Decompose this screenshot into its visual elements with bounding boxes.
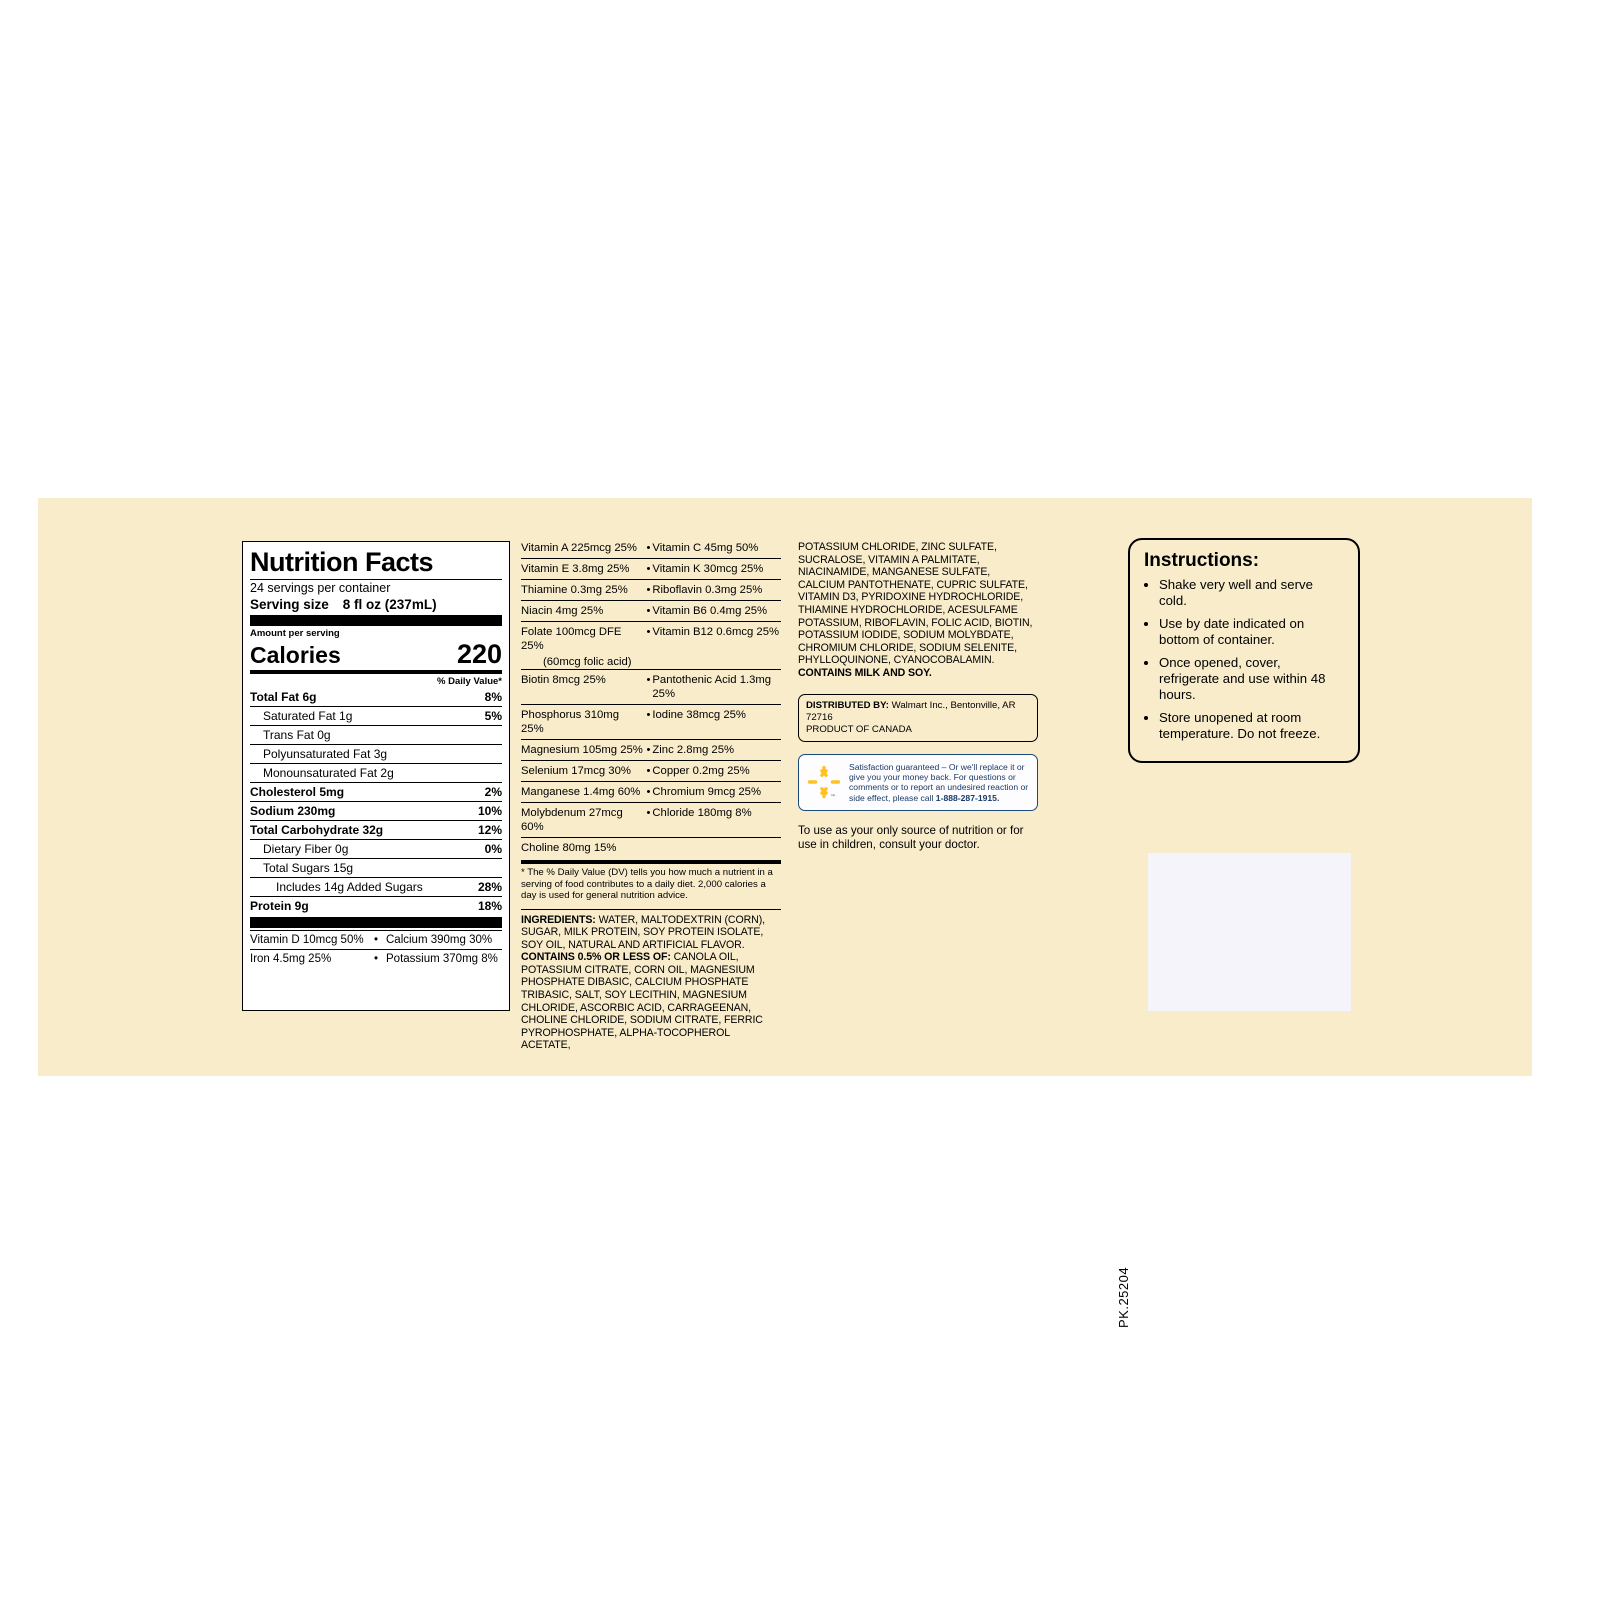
ingredients-body: WATER, MALTODEXTRIN (CORN), SUGAR, MILK PROTEIN, SOY PROTEIN ISOLATE, SOY OIL, NATURAL AND ARTIFICIAL FLAVOR. [521, 913, 765, 951]
vitamin-left: Vitamin E 3.8mg 25% [521, 563, 630, 575]
ingredients-text [521, 909, 781, 1053]
nf-vitamin-row [250, 930, 502, 949]
bullet-separator-icon: • [646, 626, 651, 638]
vitamin-left: Magnesium 105mg 25% [521, 744, 643, 756]
distributed-by-label: DISTRIBUTED BY: [806, 699, 889, 711]
instructions-heading: Instructions: [1144, 550, 1260, 571]
vitamin-right: Vitamin C 45mg 50% [652, 542, 759, 554]
instruction-item: • Shake very well and serve cold. [1159, 577, 1344, 610]
nutrient-daily-value: 0% [484, 841, 502, 856]
daily-value-footnote: * The % Daily Value (DV) tells you how much a nutrient in a serving of food contributes to a daily diet. 2,000 calories a day is used for general nutrition advice. [521, 860, 781, 902]
nutrient-name: Trans Fat 0g [263, 727, 331, 742]
amount-per-serving-label: Amount per serving [250, 628, 340, 639]
vitamin-left: Folate 100mcg DFE 25% [521, 626, 622, 652]
bullet-separator-icon: • [646, 563, 651, 575]
vitamin-right [652, 841, 781, 855]
vitamin-right: Riboflavin 0.3mg 25% [652, 584, 763, 596]
vitamin-row [521, 541, 781, 558]
vitamin-left: Selenium 17mcg 30% [521, 765, 631, 777]
vitamin-left: Vitamin A 225mcg 25% [521, 542, 637, 554]
vitamin-right: Iodine 38mcg 25% [652, 709, 746, 721]
nf-vitamin-left: Vitamin D 10mcg 50% [250, 934, 364, 946]
pack-code: PK.25204 [1116, 1266, 1131, 1328]
nf-vitamin-right: • Potassium 370mg 8% [376, 952, 502, 966]
package-label-panel [38, 498, 1532, 1328]
bottom-vitamin-rows [250, 930, 502, 968]
vitamin-list-panel [521, 541, 781, 1052]
instruction-item: • Once opened, cover, refrigerate and use within 48 hours. [1159, 655, 1344, 704]
ingredients-continued: CANOLA OIL, POTASSIUM CITRATE, CORN OIL, MAGNESIUM PHOSPHATE DIBASIC, CALCIUM PHOSPHATE TRIBASIC, SALT, SOY LECITHIN, MAGNESIUM CHLORIDE, ASCORBIC ACID, CARRAGEENAN, CHOLINE CHLORIDE, SODIUM CITRATE, FERRIC PYROPHOSPHATE, ALPHA-TOCOPHEROL ACETATE, [521, 951, 763, 1052]
vitamin-row [521, 579, 781, 600]
vitamin-right: Pantothenic Acid 1.3mg 25% [652, 674, 772, 700]
blank-print-area [1148, 853, 1351, 1011]
vitamin-row [521, 621, 781, 656]
guarantee-text [849, 762, 1029, 804]
folate-subnote: (60mcg folic acid) [543, 656, 632, 668]
distributed-by-box [798, 694, 1038, 742]
minerals-text [798, 541, 1038, 680]
use-note: To use as your only source of nutrition or for use in children, consult your doctor. [798, 824, 1024, 852]
vitamin-row [521, 760, 781, 781]
nutrient-daily-value: 18% [477, 898, 502, 913]
vitamin-row [521, 558, 781, 579]
nutrient-row [250, 858, 502, 877]
servings-per-container: 24 servings per container [250, 581, 391, 595]
calories-value: 220 [456, 639, 502, 669]
nutrient-name: Protein 9g [250, 898, 309, 913]
nutrient-daily-value: 28% [477, 879, 502, 894]
svg-text:™: ™ [830, 793, 836, 799]
instruction-item: • Use by date indicated on bottom of container. [1159, 616, 1344, 649]
contains-label: CONTAINS 0.5% OR LESS OF: [521, 951, 671, 964]
vitamin-row [521, 781, 781, 802]
nutrient-name: Total Sugars 15g [263, 860, 354, 875]
vitamin-left: Thiamine 0.3mg 25% [521, 584, 628, 596]
nutrient-row [250, 877, 502, 896]
guarantee-body: Satisfaction guaranteed – Or we'll replace it or give you your money back. For questions or comments or to report an undesired reaction or side effect, please call [849, 761, 1029, 803]
distributed-by-value: Walmart Inc., Bentonville, AR 72716 [806, 699, 1016, 723]
vitamin-right: Chromium 9mcg 25% [652, 786, 762, 798]
vitamin-rows [521, 541, 781, 858]
nutrient-row [250, 744, 502, 763]
nutrient-daily-value: 5% [484, 708, 502, 723]
instructions-box [1128, 538, 1360, 763]
bullet-separator-icon: • [646, 709, 651, 721]
vitamin-right: Vitamin B12 0.6mcg 25% [652, 626, 780, 638]
instruction-item: • Store unopened at room temperature. Do not freeze. [1159, 710, 1344, 743]
bullet-separator-icon: • [646, 674, 651, 686]
nutrient-row [250, 782, 502, 801]
walmart-spark-icon [807, 765, 841, 799]
bullet-separator-icon: • [646, 744, 651, 756]
ingredients-label: INGREDIENTS: [521, 913, 596, 926]
bullet-separator-icon: • [646, 765, 651, 777]
vitamin-left: Phosphorus 310mg 25% [521, 709, 619, 735]
daily-value-header: % Daily Value* [437, 676, 502, 687]
nutrient-row [250, 706, 502, 725]
bullet-separator-icon: • [646, 605, 651, 617]
vitamin-row [521, 669, 781, 704]
allergen-statement: CONTAINS MILK AND SOY. [798, 666, 932, 679]
nutrient-name: Cholesterol 5mg [250, 784, 345, 799]
nutrient-row [250, 688, 502, 706]
nutrient-row [250, 896, 502, 915]
nutrient-rows [250, 688, 502, 915]
nutrient-row [250, 801, 502, 820]
product-of-line: PRODUCT OF CANADA [806, 723, 912, 735]
serving-size-value: 8 fl oz (237mL) [342, 597, 437, 612]
vitamin-row [521, 704, 781, 739]
vitamin-left: Biotin 8mcg 25% [521, 674, 606, 686]
nutrient-row [250, 820, 502, 839]
nutrient-daily-value: 10% [477, 803, 502, 818]
nutrient-name: Total Carbohydrate 32g [250, 822, 384, 837]
nutrient-name: Dietary Fiber 0g [263, 841, 349, 856]
vitamin-left: Niacin 4mg 25% [521, 605, 604, 617]
nutrient-daily-value: 2% [484, 784, 502, 799]
vitamin-left: Molybdenum 27mcg 60% [521, 807, 623, 833]
nutrient-name: Polyunsaturated Fat 3g [263, 746, 388, 761]
guarantee-phone: 1-888-287-1915. [935, 792, 1000, 803]
vitamin-right: Zinc 2.8mg 25% [652, 744, 735, 756]
nutrient-daily-value: 8% [484, 689, 502, 704]
vitamin-right: Vitamin B6 0.4mg 25% [652, 605, 768, 617]
vitamin-left: Manganese 1.4mg 60% [521, 786, 641, 798]
satisfaction-guarantee-box [798, 754, 1038, 812]
calories-label: Calories [250, 642, 341, 668]
instructions-list [1144, 577, 1344, 743]
nutrient-name: Sodium 230mg [250, 803, 336, 818]
vitamin-right: Chloride 180mg 8% [652, 807, 752, 819]
nutrition-facts-title: Nutrition Facts [250, 547, 434, 577]
bullet-separator-icon: • [646, 542, 651, 554]
vitamin-row [521, 600, 781, 621]
nutrient-name: Saturated Fat 1g [263, 708, 353, 723]
nutrient-name: Monounsaturated Fat 2g [263, 765, 394, 780]
nf-vitamin-right: • Calcium 390mg 30% [376, 933, 502, 947]
calories-row [250, 640, 502, 668]
vitamin-row [521, 802, 781, 837]
vitamin-left: Choline 80mg 15% [521, 842, 617, 854]
bullet-separator-icon: • [646, 584, 651, 596]
serving-size-label: Serving size [250, 597, 329, 612]
serving-size-row [250, 596, 502, 613]
bullet-separator-icon [644, 841, 652, 855]
nf-vitamin-left: Iron 4.5mg 25% [250, 953, 332, 965]
vitamin-right: Copper 0.2mg 25% [652, 765, 750, 777]
nutrient-row [250, 725, 502, 744]
bullet-separator-icon: • [646, 807, 651, 819]
ingredients-continuation-column [798, 541, 1038, 852]
nutrient-row [250, 839, 502, 858]
bullet-separator-icon: • [646, 786, 651, 798]
nutrient-daily-value: 12% [477, 822, 502, 837]
nutrient-row [250, 763, 502, 782]
nutrient-name: Total Fat 6g [250, 689, 317, 704]
nutrition-facts-panel [242, 541, 510, 1011]
vitamin-row [521, 837, 781, 858]
vitamin-row [521, 739, 781, 760]
minerals-body: POTASSIUM CHLORIDE, ZINC SULFATE, SUCRALOSE, VITAMIN A PALMITATE, NIACINAMIDE, MANGANESE SULFATE, CALCIUM PANTOTHENATE, CUPRIC SULFATE, VITAMIN D3, PYRIDOXINE HYDROCHLORIDE, THIAMINE HYDROCHLORIDE, ACESULFAME POTASSIUM, RIBOFLAVIN, FOLIC ACID, BIOTIN, POTASSIUM IODIDE, SODIUM MOLYBDATE, CHROMIUM CHLORIDE, SODIUM SELENITE, PHYLLOQUINONE, CYANOCOBALAMIN. [798, 541, 1033, 667]
nutrient-name: Includes 14g Added Sugars [276, 879, 423, 894]
vitamin-right: Vitamin K 30mcg 25% [652, 563, 764, 575]
nf-vitamin-row [250, 949, 502, 968]
